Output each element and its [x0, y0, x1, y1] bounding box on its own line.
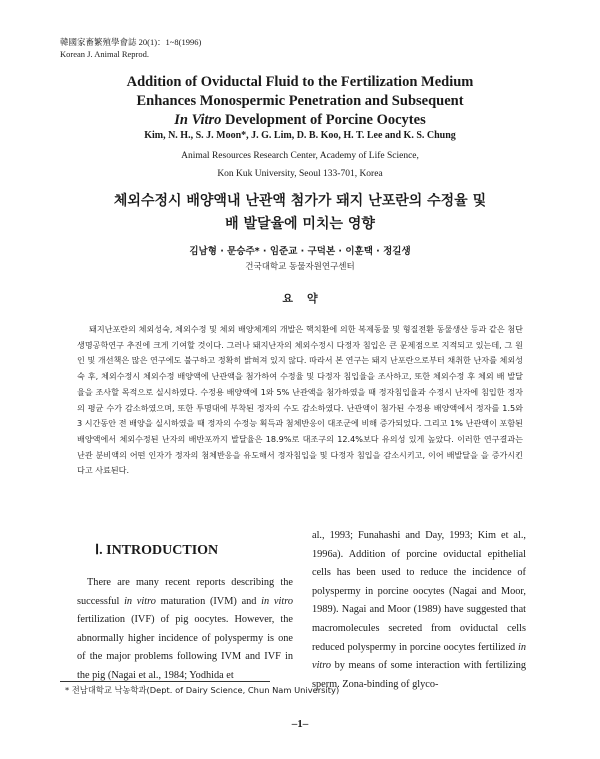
text-run: fertilization (IVF) of pig oocytes. However, the abnormally higher incidence of polyspermy is one of the major problems following IVM and IVF in the pig (Nagai et al., 1984; Yodhida et	[77, 614, 293, 681]
text-run: There are many recent reports describing the successful	[77, 577, 293, 607]
abstract-paragraph: 돼지난포란의 체외성숙, 체외수정 및 체외 배양체계의 개발은 핵치환에 의한 복제동물 및 형질전환 동물생산 등과 같은 첨단생명공학연구 추진에 크게 기여할 것이다. 그러나 돼지난자의 체외수정시 다정자 침입은 큰 문제점으로 지적되고 있는데, 그 원인 및 개선책은 많은 연구에도 불구하고 정확히 밝혀져 있지 않다. 따라서 본 연구는 돼지 난포란으로부터 채취한 난자를 체외성숙 후, 체외수정시 체외수정 배양액에 난관액을 첨가하여 수정율 및 다정자 침입율을 조사하고, 또한 체외수정 후 체외 배 발달율을 조사할 목적으로 실시하였다. 수정용 배양액에 1와 5% 난관액을 첨가하였을 때 정자침입율과 수정시 난자에 침입한 정자의 평균 수가 감소하였으며, 또한 투명대에 부착된 정자의 수도 감소하였다. 난관액이 첨가된 수정용 배양액에서 정자를 1.5와 3 시간동안 전 배양을 실시하였을 때 정자의 수정능 획득과 첨체반응이 대조군에 비해 증가되었다. 그리고 1% 난관액이 포함된 배양액에서 체외수정된 난자의 배반포까지 발달율은 18.9%로 대조구의 12.4%보다 유의성 있게 높았다. 이러한 연구결과는 난관 분비액의 어떤 인자가 정자의 첨체반응을 유도해서 정자침입을 및 다정자 침입을 감소시키고, 이어 배발달을 을 증가시킨다고 사료된다.	[77, 324, 523, 476]
journal-citation-line: 韓國家畜繁殖學會誌 20(1)：1~8(1996)	[60, 37, 202, 47]
journal-citation	[60, 36, 201, 60]
intro-paragraph-left	[77, 574, 293, 686]
intro-paragraph-right	[312, 527, 526, 694]
title-line-2: Enhances Monospermic Penetration and Subsequent	[136, 93, 464, 109]
left-column	[77, 532, 293, 686]
text-run: maturation (IVM) and	[155, 595, 262, 607]
paper-title	[0, 73, 600, 130]
authors-english: Kim, N. H., S. J. Moon*, J. G. Lim, D. B. Koo, H. T. Lee and K. S. Chung	[144, 130, 456, 141]
italic-term: in vitro	[124, 595, 156, 607]
right-column	[312, 527, 526, 694]
italic-term: in vitro	[312, 641, 526, 672]
affiliation-english	[0, 147, 600, 183]
affiliation-line-1: Animal Resources Research Center, Academy of Life Science,	[181, 151, 419, 161]
korean-title-line-1: 체외수정시 배양액내 난관액 첨가가 돼지 난포란의 수정율 및	[113, 193, 487, 209]
text-run: al., 1993; Funahashi and Day, 1993; Kim et al., 1996a). Addition of porcine oviductal epithelial cells has been used to reduce the incidence of polyspermy in porcine oocytes (Nagai and Moor, 1989). Nagai and Moor (1989) have suggested that macromolecules secreted from oviductal cells reduced polyspermy in porcine oocytes fertilized	[312, 530, 526, 653]
italic-term: in vitro	[261, 595, 293, 607]
paper-title-korean	[0, 190, 600, 236]
page-number: –1–	[291, 718, 309, 730]
title-line-3	[0, 111, 600, 130]
footnote: * 전남대학교 낙농학과(Dept. of Dairy Science, Chun Nam University)	[65, 685, 340, 695]
title-line-3-rest: Development of Porcine Oocytes	[221, 112, 426, 128]
journal-name-line: Korean J. Animal Reprod.	[60, 49, 149, 59]
affiliation-korean: 건국대학교 동물자원연구센터	[245, 262, 355, 272]
affiliation-line-2: Kon Kuk University, Seoul 133-701, Korea	[217, 169, 383, 179]
section-heading-introduction: Ⅰ. INTRODUCTION	[95, 543, 219, 558]
footnote-divider	[60, 681, 270, 682]
abstract-korean	[77, 322, 523, 479]
title-italic-term: In Vitro	[174, 112, 222, 128]
authors-korean: 김남형 · 문승주* · 임준교 · 구덕본 · 이훈택 · 정길생	[189, 246, 411, 257]
korean-title-line-2: 배 발달율에 미치는 영향	[225, 216, 375, 232]
abstract-heading: 요약	[282, 292, 332, 305]
title-line-1: Addition of Oviductal Fluid to the Fertilization Medium	[126, 74, 474, 90]
text-run: by means of some interaction with fertilizing sperm. Zona-binding of glyco-	[312, 660, 526, 690]
